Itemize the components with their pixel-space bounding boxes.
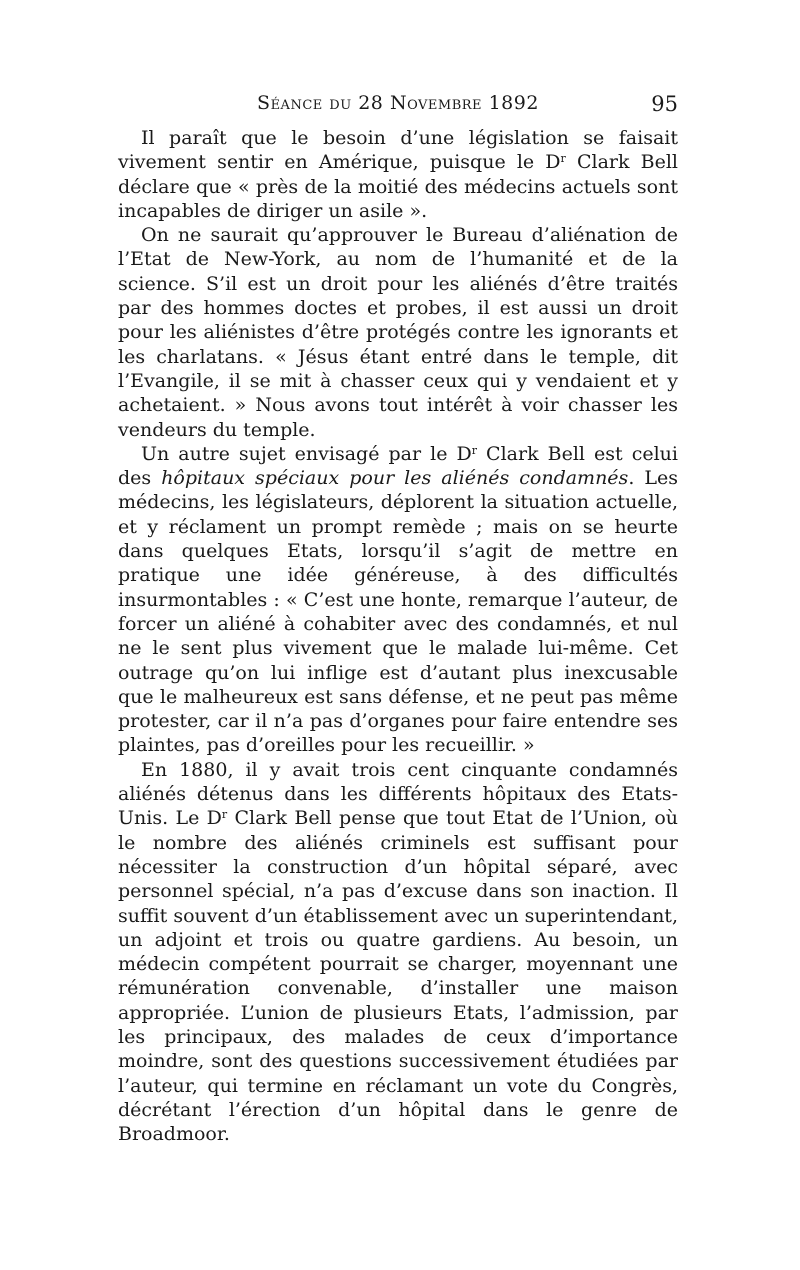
page-number: 95 xyxy=(651,92,678,116)
paragraph-2-text: On ne saurait qu’approuver le Bureau d’aliénation de l’Etat de New-York, au nom de l’humanité et de la science. S’il est un droit pour les aliénés d’être traités par des hommes doctes et probes, il est aussi un droit pour les aliénistes d’être protégés contre les ignorants et les charlatans. « Jésus étant entré dans le temple, dit l’Evangile, il se mit à chasser ceux qui y vendaient et y achetaient. » Nous avons tout intérêt à voir chasser les vendeurs du temple. xyxy=(118,224,678,441)
paragraph-3 xyxy=(118,442,678,758)
running-head xyxy=(118,92,678,122)
paragraph-3-text-b: Clark Bell est celui des xyxy=(118,442,678,490)
paragraph-1 xyxy=(118,126,678,223)
paragraph-2 xyxy=(118,223,678,442)
paragraph-1-superscript: r xyxy=(560,152,566,166)
paragraph-3-text-c: . Les médecins, les législateurs, déplorent la situation actuelle, et y réclament un prompt remède ; mais on se heurte dans quelques Etats, lorsqu’il s’agit de mettre en pratique une idée généreuse, à des difficultés insurmontables : « C’est une honte, remarque l’auteur, de forcer un aliéné à cohabiter avec des condamnés, et nul ne le sent plus vivement que le malade lui-même. Cet outrage qu’on lui inflige est d’autant plus inexcusable que le malheureux est sans défense, et ne peut pas même protester, car il n’a pas d’organes pour faire entendre ses plaintes, pas d’oreilles pour les recueillir. » xyxy=(118,467,678,757)
paragraph-3-text-a: Un autre sujet envisagé par le D xyxy=(141,442,472,465)
paragraph-1-text-a: Il paraît que le besoin d’une législation se faisait vivement sentir en Amérique, puisque le D xyxy=(118,127,678,174)
paragraph-4-text-b: Clark Bell pense que tout Etat de l’Union, où le nombre des aliénés criminels est suffisant pour nécessiter la construction d’un hôpital séparé, avec personnel spécial, n’a pas d’excuse dans son inaction. Il suffit souvent d’un établissement avec un superintendant, un adjoint et trois ou quatre gardiens. Au besoin, un médecin compétent pourrait se charger, moyennant une rémunération convenable, d’installer une maison appropriée. L’union de plusieurs Etats, l’admission, par les principaux, des malades de ceux d’importance moindre, sont des questions successivement étudiées par l’auteur, qui termine en réclamant un vote du Congrès, décrétant l’érection d’un hôpital dans le genre de Broadmoor. xyxy=(118,807,678,1146)
paragraph-4-text-a: En 1880, il y avait trois cent cinquante condamnés aliénés détenus dans les différents hôpitaux des Etats-Unis. Le D xyxy=(118,758,678,830)
body-text xyxy=(118,126,678,1146)
paragraph-1-text-b: Clark Bell déclare que « près de la moitié des médecins actuels sont incapables de diriger un asile ». xyxy=(118,151,678,222)
paragraph-3-italic-phrase: hôpitaux spéciaux pour les aliénés condamnés xyxy=(161,467,629,490)
paragraph-4-superscript: r xyxy=(221,808,228,822)
paragraph-4 xyxy=(118,758,678,1147)
running-title-part: Séance du xyxy=(257,92,352,114)
running-title-month: Novembre xyxy=(389,92,483,114)
paragraph-3-superscript: r xyxy=(471,443,477,457)
running-title-day: 28 xyxy=(358,92,384,114)
running-title-year: 1892 xyxy=(488,92,539,114)
running-title xyxy=(118,92,678,114)
